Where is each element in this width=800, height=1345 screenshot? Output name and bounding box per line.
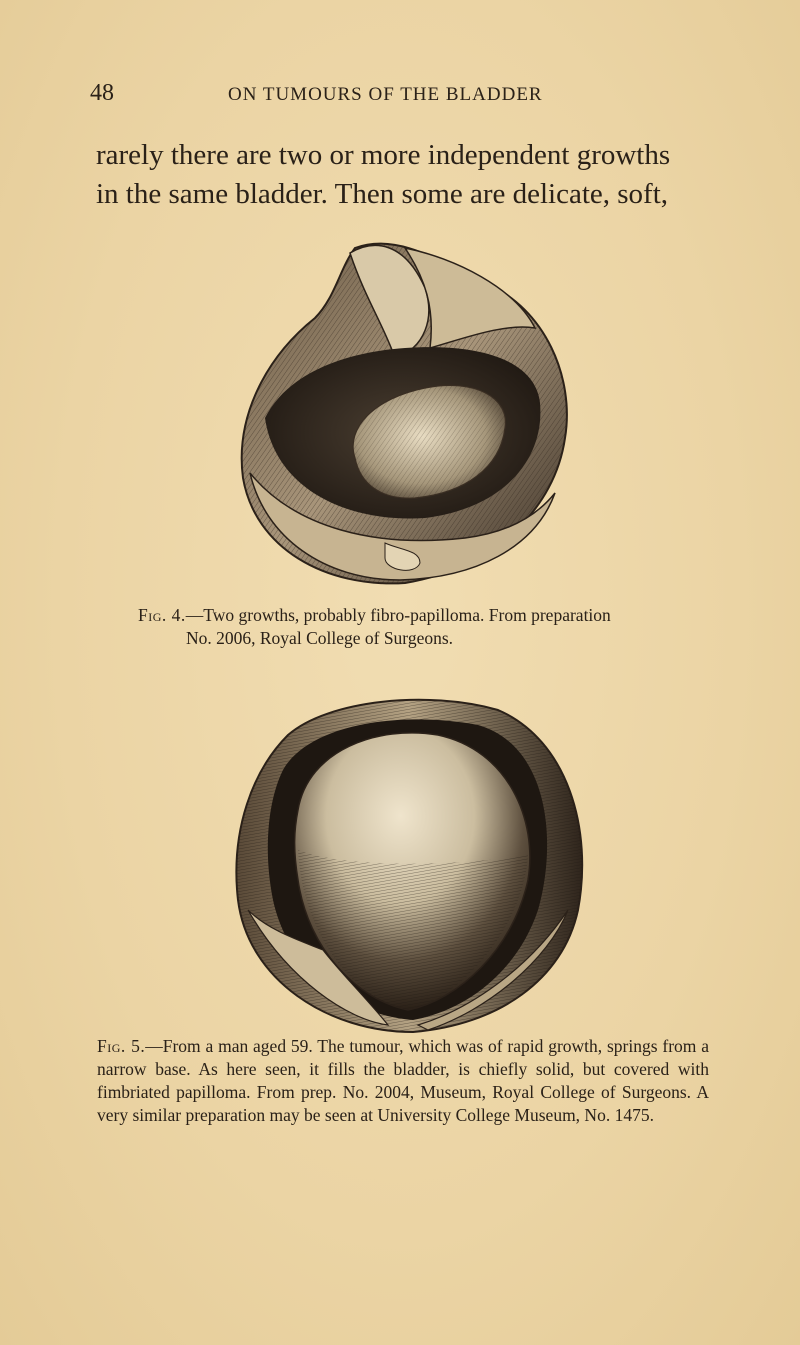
page-number: 48 — [90, 80, 114, 106]
body-line: in the same bladder. Then some are delicate, soft, — [96, 178, 669, 210]
figure-4-label: Fig. 4. — [138, 605, 186, 625]
figure-5-illustration — [228, 680, 598, 1040]
figure-4-caption-text: —Two growths, probably fibro-papilloma. From preparation — [185, 605, 611, 625]
figure-4-illustration — [235, 228, 585, 588]
figure-5-caption-text: —From a man aged 59. The tumour, which was of rapid growth, springs from a narrow base. As here seen, it fills the bladder, is chiefly solid, but covered with fimbriated papilloma. From prep. No. 2004, Museum, Royal College of Surgeons. A very similar preparation may be seen at University College Museum, No. 1475. — [97, 1036, 709, 1125]
figure-5-caption — [97, 1035, 709, 1127]
figure-5-label: Fig. 5. — [97, 1036, 146, 1056]
body-paragraph — [96, 136, 716, 214]
page-header — [90, 80, 710, 110]
running-title: ON TUMOURS OF THE BLADDER — [228, 84, 543, 105]
figure-4-caption-line2: No. 2006, Royal College of Surgeons. — [186, 628, 454, 648]
body-line: rarely there are two or more independent growths — [96, 139, 671, 171]
figure-4-caption — [138, 604, 698, 650]
